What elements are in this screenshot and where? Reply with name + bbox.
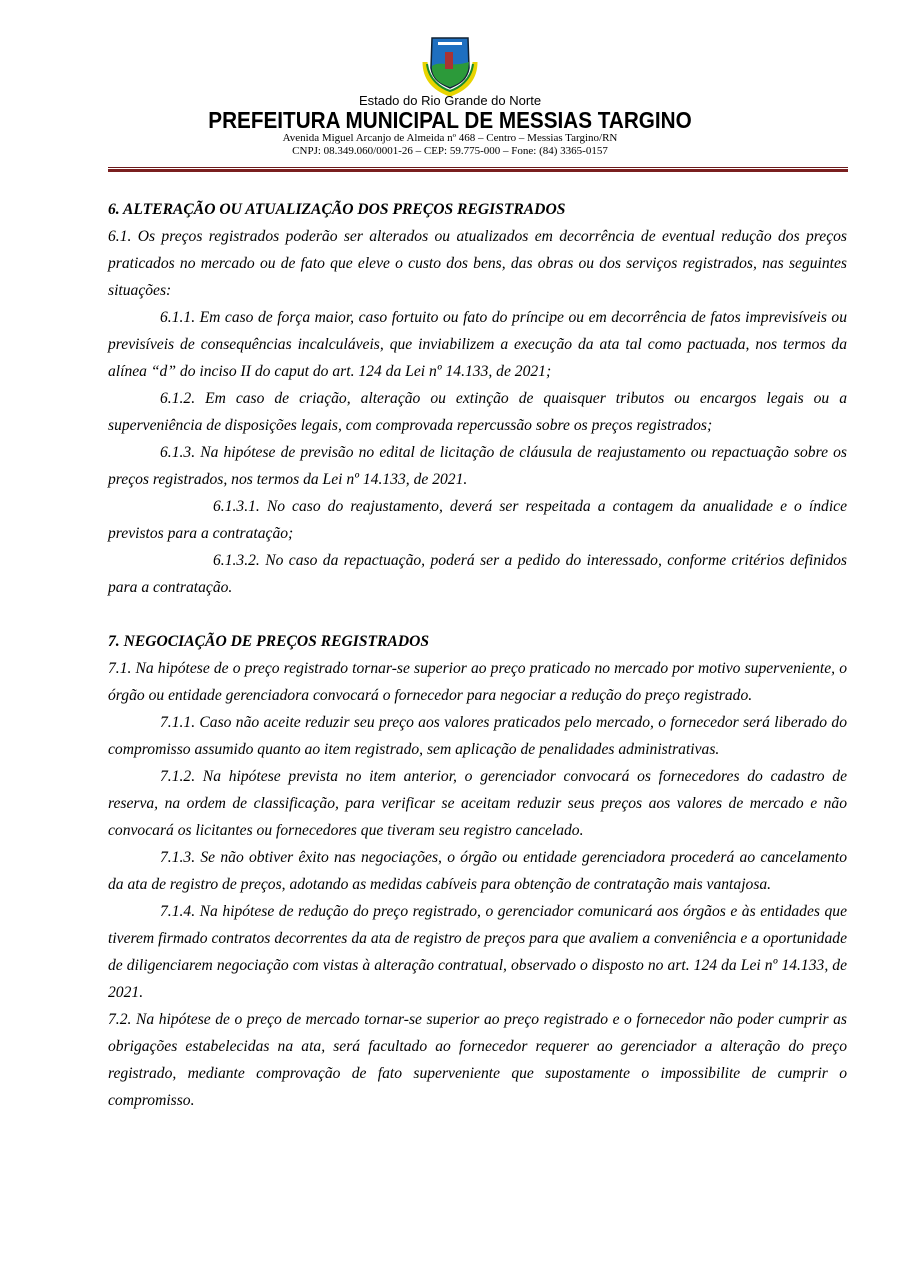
- paragraph: 6.1.2. Em caso de criação, alteração ou extinção de quaisquer tributos ou encargos legais ou a superveniência de disposições legais, com comprovada repercussão sobre os preços registrados;: [108, 390, 847, 434]
- section-heading: 6. ALTERAÇÃO OU ATUALIZAÇÃO DOS PREÇOS REGISTRADOS: [108, 201, 566, 218]
- header-divider-thin: [108, 167, 848, 168]
- paragraph: 6.1.3.1. No caso do reajustamento, deverá ser respeitada a contagem da anualidade e o índice previstos para a contratação;: [108, 498, 847, 542]
- paragraph: 7.1.1. Caso não aceite reduzir seu preço aos valores praticados pelo mercado, o fornecedor será liberado do compromisso assumido quanto ao item registrado, sem aplicação de penalidades administrativas.: [108, 714, 847, 758]
- paragraph: 7.1.3. Se não obtiver êxito nas negociações, o órgão ou entidade gerenciadora procederá ao cancelamento da ata de registro de preços, adotando as medidas cabíveis para obtenção de contratação mais vantajosa.: [108, 849, 847, 893]
- document-body: [108, 196, 847, 1114]
- paragraph: 7.1. Na hipótese de o preço registrado tornar-se superior ao preço praticado no mercado por motivo superveniente, o órgão ou entidade gerenciadora convocará o fornecedor para negociar a redução do preço registrado.: [108, 660, 847, 704]
- contact-info: CNPJ: 08.349.060/0001-26 – CEP: 59.775-000 – Fone: (84) 3365-0157: [292, 145, 608, 157]
- prefeitura-title: PREFEITURA MUNICIPAL DE MESSIAS TARGINO: [208, 107, 692, 133]
- paragraph: 6.1.3.2. No caso da repactuação, poderá ser a pedido do interessado, conforme critérios definidos para a contratação.: [108, 552, 847, 596]
- letterhead: [0, 34, 900, 158]
- paragraph: 6.1.1. Em caso de força maior, caso fortuito ou fato do príncipe ou em decorrência de fatos imprevisíveis ou previsíveis de consequências incalculáveis, que inviabilizem a execução da ata tal como pactuada, nos termos da alínea “d” do inciso II do caput do art. 124 da Lei nº 14.133, de 2021;: [108, 309, 847, 380]
- paragraph: 7.1.4. Na hipótese de redução do preço registrado, o gerenciador comunicará aos órgãos e às entidades que tiverem firmado contratos decorrentes da ata de registro de preços para que avaliem a conveniência e a oportunidade de diligenciarem negociação com vistas à alteração contratual, observado o disposto no art. 124 da Lei nº 14.133, de 2021.: [108, 903, 847, 1001]
- municipal-coat-of-arms-icon: [419, 34, 481, 98]
- paragraph: 7.1.2. Na hipótese prevista no item anterior, o gerenciador convocará os fornecedores do cadastro de reserva, na ordem de classificação, para verificar se aceitam reduzir seus preços aos valores de mercado e não convocará os licitantes ou fornecedores que tiveram seu registro cancelado.: [108, 768, 847, 839]
- paragraph: 7.2. Na hipótese de o preço de mercado tornar-se superior ao preço registrado e o fornecedor não poder cumprir as obrigações estabelecidas na ata, será facultado ao fornecedor requerer ao gerenciador a alteração do preço registrado, mediante comprovação de fato superveniente que supostamente o impossibilite de cumprir o compromisso.: [108, 1011, 847, 1109]
- paragraph: 6.1.3. Na hipótese de previsão no edital de licitação de cláusula de reajustamento ou repactuação sobre os preços registrados, nos termos da Lei nº 14.133, de 2021.: [108, 444, 847, 488]
- state-name: Estado do Rio Grande do Norte: [358, 93, 542, 108]
- header-divider-thick: [108, 169, 848, 172]
- section-heading: 7. NEGOCIAÇÃO DE PREÇOS REGISTRADOS: [108, 633, 430, 650]
- paragraph: 6.1. Os preços registrados poderão ser alterados ou atualizados em decorrência de eventual redução dos preços praticados no mercado ou de fato que eleve o custo dos bens, das obras ou dos serviços registrados, nas seguintes situações:: [108, 228, 847, 299]
- address: Avenida Miguel Arcanjo de Almeida nº 468 – Centro – Messias Targino/RN: [282, 132, 618, 144]
